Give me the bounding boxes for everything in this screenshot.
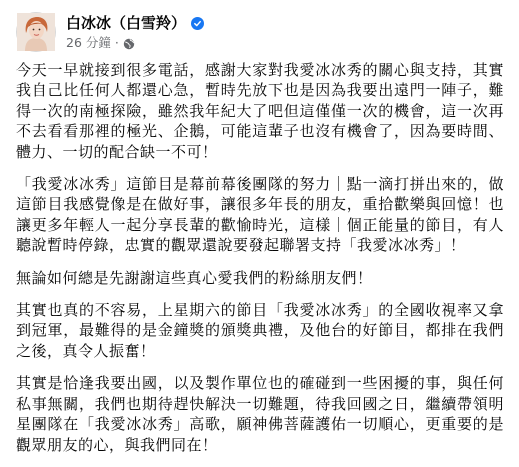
author-avatar[interactable]	[16, 12, 56, 52]
post-paragraph-4: 其實也真的不容易，上星期六的節目「我愛冰冰秀」的全國收視率又拿到冠軍，最難得的是金鐘獎的頒獎典禮，及他台的好節目，都排在我們之後，真令人振奮！	[16, 301, 504, 360]
avatar-portrait-icon	[17, 13, 55, 51]
author-row	[66, 13, 204, 33]
author-name[interactable]: 白冰冰（白雪羚）	[66, 14, 187, 32]
post-message	[16, 60, 504, 467]
separator-dot: ·	[114, 35, 119, 50]
post-timestamp[interactable]: 26 分鐘	[66, 35, 111, 50]
post-timestamp-row	[66, 34, 204, 51]
post-meta	[66, 13, 204, 51]
globe-icon[interactable]	[123, 37, 135, 49]
post-header	[16, 10, 204, 54]
post-paragraph-2: 「我愛冰冰秀」這節目是幕前幕後團隊的努力｜點一滴打拼出來的，做這節目我感覺像是在做好事，讓很多年長的朋友，重拾歡樂與回憶！也讓更多年輕人一起分享長輩的歡愉時光，這樣｜個正能量的節目，有人聽說暫時停錄，忠實的觀眾還說要發起聯署支持「我愛冰冰秀」！	[16, 175, 504, 255]
post-paragraph-3: 無論如何總是先謝謝這些真心愛我們的粉絲朋友們！	[16, 268, 373, 287]
post-paragraph-5: 其實是恰逢我要出國，以及製作單位也的確碰到一些困擾的事，與任何私事無關，我們也期待趕快解決一切難題，待我回國之日，繼續帶領明星團隊在「我愛冰冰秀」高歌，願神佛菩薩護佑一切順心，更重要的是觀眾朋友的心，與我們同在！	[16, 374, 504, 454]
post-paragraph-1: 今天一早就接到很多電話，感謝大家對我愛冰冰秀的關心與支持，其實我自己比任何人都還心急，暫時先放下也是因為我要出遠門一陣子，難得一次的南極探險，雖然我年紀大了吧但這僅僅一次的機會，這一次再不去看看那裡的極光、企鵝，可能這輩子也沒有機會了，因為要時間、體力、一切的配合缺一不可！	[16, 61, 504, 161]
verified-badge-icon	[191, 17, 204, 30]
